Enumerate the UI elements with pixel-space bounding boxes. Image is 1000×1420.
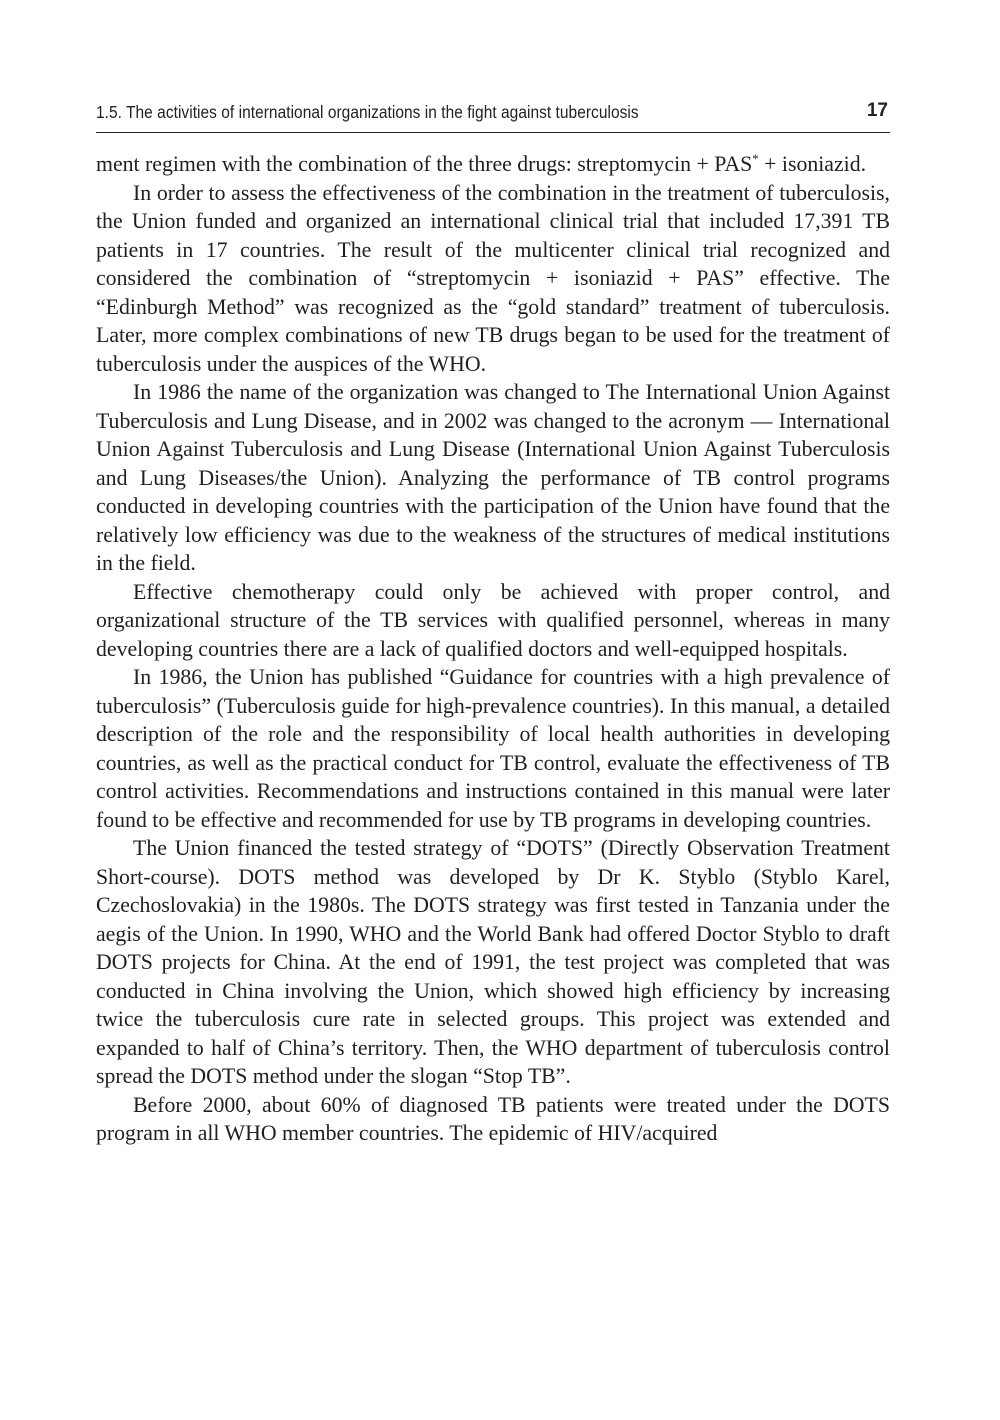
paragraph-guidance: In 1986, the Union has published “Guidance for countries with a high prevalence of tuberculosis” (Tuberculosis guide for high-prevalence countries). In this manual, a detailed description of the role and the responsibility of local health authorities in developing countries, as well as the practical conduct for TB control, evaluate the effectiveness of TB control activities. Recommendations and instructions contained in this manual were later found to be effective and recommended for use by TB programs in developing countries. [96,665,890,832]
paragraph-name-change: In 1986 the name of the organization was changed to The International Union Against Tuberculosis and Lung Disease, and in 2002 was changed to the acronym — International Union Against Tuberculosis and Lung Disease (International Union Against Tuberculosis and Lung Diseases/the Union). Analyzing the performance of TB control programs conducted in developing countries with the participation of the Union have found that the relatively low efficiency was due to the weakness of the structures of medical institutions in the field. [96,380,890,575]
paragraph-before-2000: Before 2000, about 60% of diagnosed TB patients were treated under the DOTS program in all WHO member countries. The epidemic of HIV/acquired [96,1092,890,1145]
page-number: 17 [866,100,888,121]
paragraph-dots: The Union financed the tested strategy of “DOTS” (Directly Observation Treatment Short-course). DOTS method was developed by Dr K. Styblo (Styblo Karel, Czechoslovakia) in the 1980s. The DOTS strategy was first tested in Tanzania under the aegis of the Union. In 1990, WHO and the World Bank had offered Doctor Styblo to draft DOTS projects for China. At the end of 1991, the test project was completed that was conducted in China involving the Union, which showed high efficiency by increasing twice the tuberculosis cure rate in selected groups. This project was extended and expanded to half of China’s territory. Then, the WHO department of tuberculosis control spread the DOTS method under the slogan “Stop TB”. [96,836,890,1088]
body-text [96,150,890,1148]
paragraph-text: ment regimen with the combination of the three drugs: streptomycin + PAS [96,152,753,176]
paragraph-chemotherapy: Effective chemotherapy could only be achieved with proper control, and organizational structure of the TB services with qualified personnel, whereas in many developing countries there are a lack of qualified doctors and well-equipped hospitals. [96,579,890,661]
paragraph-continued [96,150,890,179]
paragraph-clinical-trial: In order to assess the effectiveness of the combination in the treatment of tuberculosis, the Union funded and organized an international clinical trial that included 17,391 TB patients in 17 countries. The result of the multicenter clinical trial recognized and considered the combination of “streptomycin + isoniazid + PAS” effective. The “Edinburgh Method” was recognized as the “gold standard” treatment of tuberculosis. Later, more complex combinations of new TB drugs began to be used for the treatment of tuberculosis under the auspices of the WHO. [96,180,890,376]
footnote-mark: * [752,151,759,166]
paragraph-text: + isoniazid. [758,152,867,176]
running-header [96,98,890,133]
running-header-title: 1.5. The activities of international organizations in the fight against tuberculosis [96,102,639,122]
